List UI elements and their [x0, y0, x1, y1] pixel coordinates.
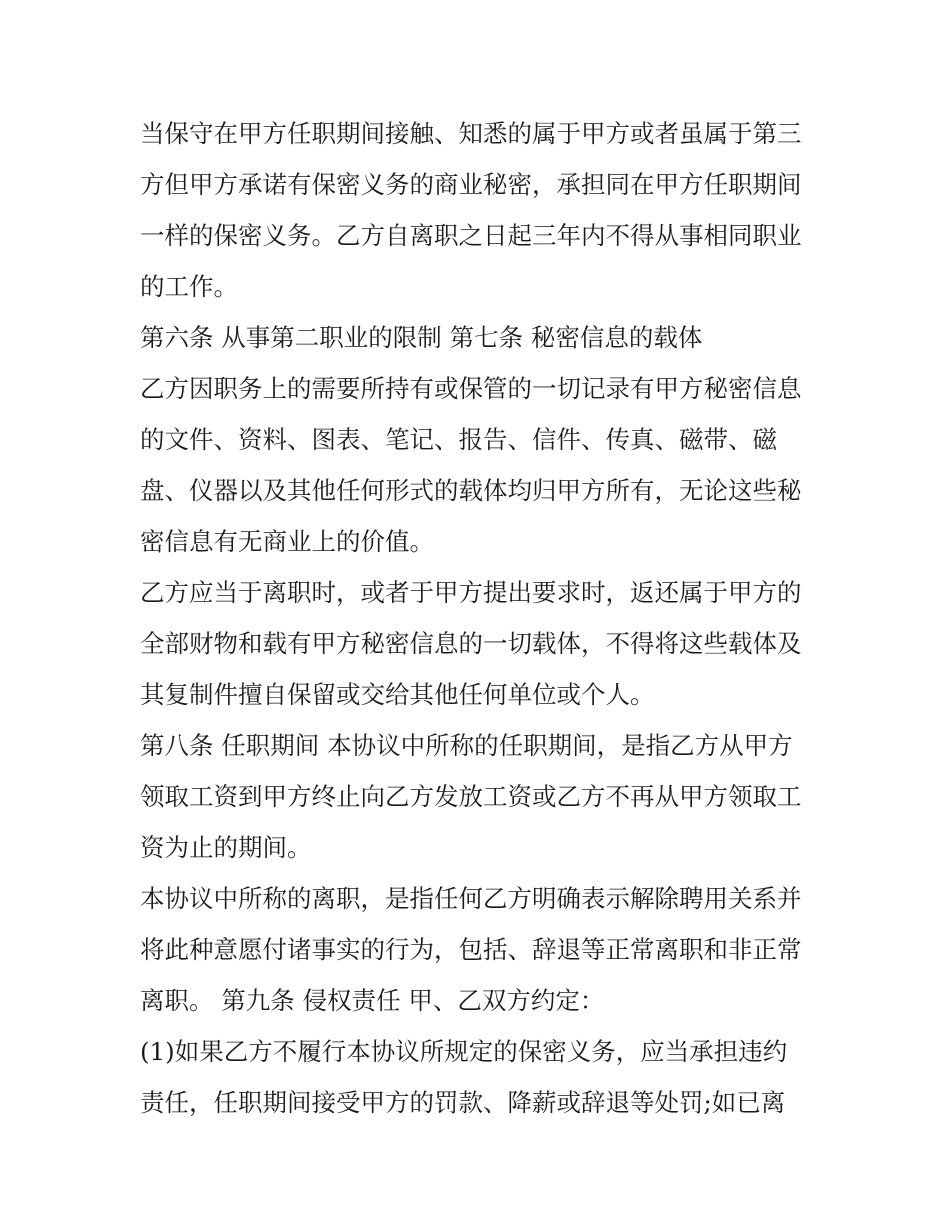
text-line: 的文件、资料、图表、笔记、报告、信件、传真、磁带、磁 — [140, 425, 777, 454]
article-heading-line: 第八条 任职期间 本协议中所称的任职期间，是指乙方从甲方 — [140, 731, 793, 760]
text-line: 盘、仪器以及其他任何形式的载体均归甲方所有，无论这些秘 — [140, 476, 802, 505]
text-line: 其复制件擅自保留或交给其他任何单位或个人。 — [140, 680, 655, 709]
text-line: 乙方因职务上的需要所持有或保管的一切记录有甲方秘密信息 — [140, 374, 802, 403]
text-line: 本协议中所称的离职，是指任何乙方明确表示解除聘用关系并 — [140, 884, 802, 913]
text-line: 当保守在甲方任职期间接触、知悉的属于甲方或者虽属于第三 — [140, 119, 802, 148]
list-item-line: (1)如果乙方不履行本协议所规定的保密义务，应当承担违约 — [140, 1037, 788, 1066]
text-line: 密信息有无商业上的价值。 — [140, 527, 434, 556]
text-line: 方但甲方承诺有保密义务的商业秘密，承担同在甲方任职期间 — [140, 170, 802, 199]
text-line: 的工作。 — [140, 272, 238, 301]
article-heading-line: 离职。 第九条 侵权责任 甲、乙双方约定： — [140, 986, 605, 1015]
text-line: 乙方应当于离职时，或者于甲方提出要求时，返还属于甲方的 — [140, 578, 802, 607]
text-line: 全部财物和载有甲方秘密信息的一切载体，不得将这些载体及 — [140, 629, 802, 658]
text-line: 资为止的期间。 — [140, 833, 312, 862]
text-line: 领取工资到甲方终止向乙方发放工资或乙方不再从甲方领取工 — [140, 782, 802, 811]
article-heading-line: 第六条 从事第二职业的限制 第七条 秘密信息的载体 — [140, 323, 703, 352]
text-line: 责任，任职期间接受甲方的罚款、降薪或辞退等处罚;如已离 — [140, 1088, 786, 1117]
text-line: 一样的保密义务。乙方自离职之日起三年内不得从事相同职业 — [140, 221, 802, 250]
text-line: 将此种意愿付诸事实的行为，包括、辞退等正常离职和非正常 — [140, 935, 802, 964]
document-body — [140, 108, 820, 1128]
